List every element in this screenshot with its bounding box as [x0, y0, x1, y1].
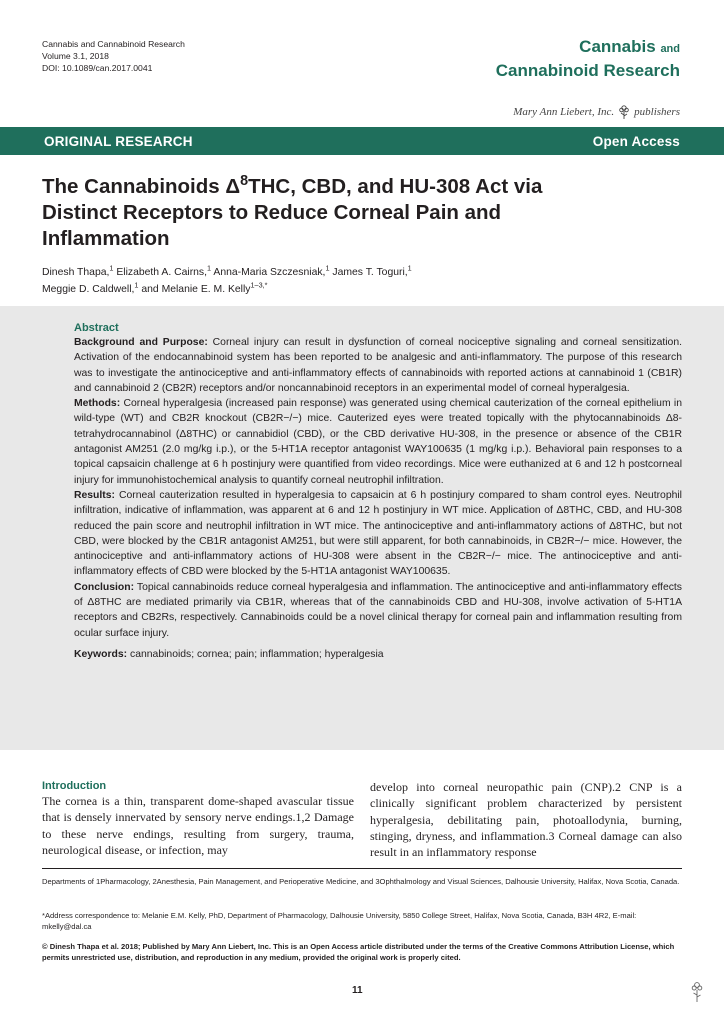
intro-text-left: The cornea is a thin, transparent dome-shaped avascular tissue that is densely innervated by sensory nerve endings.1,2 Damage to these nerve endings, resulting from surgery, trauma, neurological disease, or infection, may	[42, 794, 354, 857]
publisher-name: Mary Ann Liebert, Inc.	[513, 106, 615, 118]
intro-column-left	[42, 779, 354, 858]
author: Anna-Maria Szczesniak,$^1$	[213, 263, 330, 278]
footnote-correspondence: *Address correspondence to: Melanie E.M. Kelly, PhD, Department of Pharmacology, Dalhousie University, 5850 College Street, Halifax, Nova Scotia, Canada, B3H 4R2, E-mail: mkelly@dal.ca	[42, 911, 637, 931]
section-label: ORIGINAL RESEARCH	[44, 133, 193, 149]
journal-info	[42, 38, 185, 74]
abstract-conclusion: Conclusion: Topical cannabinoids reduce corneal hyperalgesia and inflammation. The antinociceptive and anti-inflammatory effects of Δ8THC are mediated primarily via CB1R, whereas that of the cannabinoids CBD and HU-308, involve activation of 5-HT1A receptors and CB2Rs, respectively. Cannabinoids could be a novel clinical therapy for corneal pain and inflammation resulting from ocular surface injury.	[74, 581, 682, 639]
footnote-copyright: © Dinesh Thapa et al. 2018; Published by Mary Ann Liebert, Inc. This is an Open Access article distributed under the terms of the Creative Commons Attribution License, which permits unrestricted use, distribution, and reproduction in any medium, provided the original work is properly cited.	[42, 942, 675, 962]
intro-column-right	[370, 779, 682, 860]
intro-heading: Introduction	[42, 780, 107, 792]
brand-word-cannabinoid-research: Cannabinoid Research	[495, 61, 680, 80]
publisher-suffix: publishers	[634, 106, 680, 118]
brand-word-and: and	[660, 43, 680, 55]
publisher-mark	[513, 104, 680, 120]
section-banner	[0, 127, 724, 155]
abstract-background-purpose: Background and Purpose: Corneal injury can result in dysfunction of corneal nociceptive signaling and corneal sensitization. Activation of the endocannabinoid system has been reported to be analgesic and anti-inflammatory. The purpose of this research was to investigate the antinociceptive and anti-inflammatory effects of cannabinoids with reported actions at cannabinoid 1 (CB1R) and cannabinoid 2 (CB2R) receptors and/or noncannabinoid receptors in an experimental model of corneal hyperalgesia.	[74, 337, 682, 394]
delta-symbol: Δ	[225, 175, 241, 198]
author: Elizabeth A. Cairns,$^1$	[116, 263, 212, 278]
abstract-methods: Methods: Corneal hyperalgesia (increased pain response) was generated using chemical cauterization of the corneal epithelium in wild-type (WT) and CB2R knockout (CB2R−/−) mice. Cauterized eyes were treated topically with the phytocannabinoids Δ8-tetrahydrocannabinol (Δ8THC) or cannabidiol (CBD), or the CBD derivative HU-308, in the presence or absence of the CB1R antagonist AM251 (2.0 mg/kg i.p.), or the 5-HT1A receptor antagonist WAY100635 (1 mg/kg i.p.). Behavioral pain responses to a topical capsaicin challenge at 6 h postinjury were quantified from video recordings. Mice were euthanized at 6 and 12 h postcorneal injury for immunohistochemical analysis to quantify corneal neutrophil infiltration.	[74, 398, 682, 486]
brand-word-cannabis: Cannabis	[579, 37, 656, 56]
author: Meggie D. Caldwell,$^1$	[42, 280, 139, 295]
journal-brand-logo	[496, 36, 680, 81]
author: James T. Toguri,$^1$	[332, 263, 412, 278]
author: and Melanie E. M. Kelly$^{1-3,*}$	[141, 280, 268, 295]
open-access-label: Open Access	[592, 133, 680, 149]
abstract	[74, 321, 682, 662]
author: Dinesh Thapa,$^1$	[42, 263, 114, 278]
flower-icon	[690, 981, 704, 1003]
abstract-keywords: Keywords: cannabinoids; cornea; pain; inflammation; hyperalgesia	[74, 648, 384, 660]
footnote-divider	[42, 868, 682, 869]
footnote-affiliations: Departments of 1Pharmacology, 2Anesthesia, Pain Management, and Perioperative Medicine, and 3Ophthalmology and Visual Sciences, Dalhousie University, Halifax, Nova Scotia, Canada.	[42, 877, 680, 886]
journal-volume: Volume 3.1, 2018	[42, 51, 109, 61]
journal-name: Cannabis and Cannabinoid Research	[42, 39, 185, 49]
article-title: The Cannabinoids $\Delta^8THC$, CBD, and HU-308 Act via Distinct Receptors to Reduce Corneal Pain and Inflammation	[42, 173, 543, 250]
abstract-heading: Abstract	[74, 322, 119, 334]
intro-text-right: develop into corneal neuropathic pain (CNP).2 CNP is a clinically significant problem characterized by persistent hyperalgesia, debilitating pain, photoallodynia, burning, stinging, dryness, and inflammation.3 Corneal damage can also result in an inflammatory response	[370, 780, 682, 860]
flower-icon	[617, 104, 631, 120]
journal-doi: DOI: 10.1089/can.2017.0041	[42, 63, 153, 73]
abstract-results: Results: Corneal cauterization resulted in hyperalgesia to capsaicin at 6 h postinjury compared to sham control eyes. Neutrophil infiltration, indicative of inflammation, was apparent at 6 and 12 h postinjury in WT mice. Application of Δ8THC, CBD, and HU-308 reduced the pain score and neutrophil infiltration in WT mice. The antinociceptive and anti-inflammatory actions of Δ8THC, but not CBD, were blocked by the CB1R antagonist AM251, but were still apparent, for both cannabinoids, in CB2R−/− mice. However, the antinociceptive and anti-inflammatory actions of HU-308 were absent in the CB2R−/− mice. The antinociceptive and anti-inflammatory effects of CBD were blocked by the 5-HT1A antagonist WAY100635.	[74, 489, 682, 578]
page-number: 11	[352, 985, 363, 996]
author-list	[42, 264, 682, 298]
